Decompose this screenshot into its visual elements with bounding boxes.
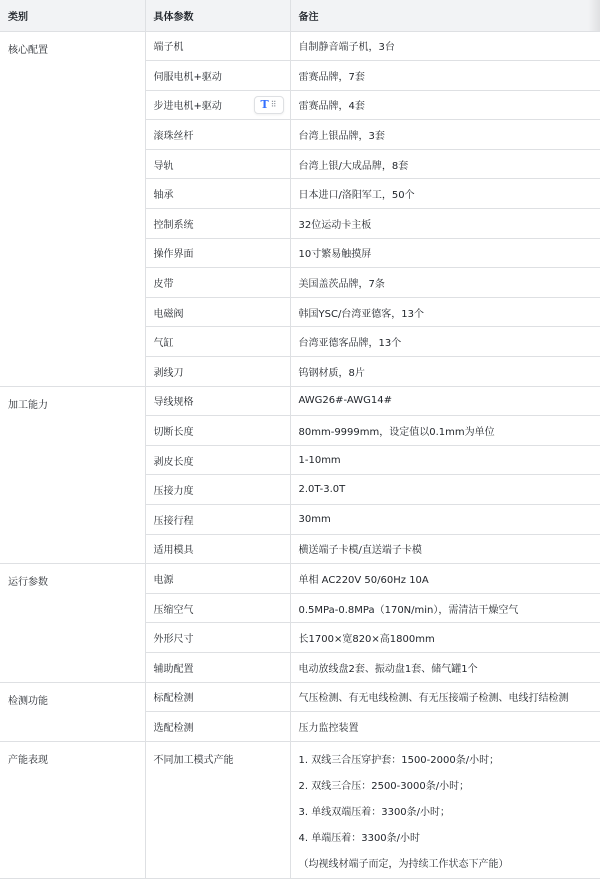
table-row [0,31,600,61]
note-cell[interactable]: 80mm-9999mm，设定值以0.1mm为单位 [290,416,600,446]
capacity-line: 2. 双线三合压：2500-3000条/小时； [299,774,600,800]
note-cell[interactable]: 横送端子卡模/直送端子卡模 [290,534,600,564]
param-cell[interactable]: 标配检测 [145,682,290,712]
note-cell[interactable]: 32位运动卡主板 [290,209,600,239]
capacity-line: 1. 双线三合压穿护套：1500-2000条/小时； [299,748,600,774]
header-category[interactable]: 类别 [0,0,145,31]
param-cell[interactable]: 伺服电机+驱动 [145,61,290,91]
param-cell[interactable]: 切断长度 [145,416,290,446]
category-cell[interactable]: 运行参数 [0,564,145,682]
note-cell[interactable]: 台湾上银/大成品牌，8套 [290,149,600,179]
param-cell[interactable]: 气缸 [145,327,290,357]
header-note[interactable]: 备注 [290,0,600,31]
category-cell[interactable]: 产能表现 [0,741,145,878]
capacity-line: 4. 单端压着：3300条/小时 [299,826,600,852]
note-cell[interactable]: 2.0T-3.0T [290,475,600,505]
param-cell[interactable]: 导线规格 [145,386,290,416]
param-cell[interactable]: 不同加工模式产能 [145,741,290,878]
capacity-note: （均视线材端子而定，为持续工作状态下产能） [299,852,600,878]
param-cell[interactable]: 导轨 [145,149,290,179]
note-cell[interactable]: 10寸繁易触摸屏 [290,238,600,268]
param-cell[interactable]: 控制系统 [145,209,290,239]
param-cell[interactable]: 电磁阀 [145,297,290,327]
cell-format-toolbar[interactable] [254,96,284,114]
note-cell[interactable]: 长1700×宽820×高1800mm [290,623,600,653]
param-cell-selected[interactable] [145,90,290,120]
param-cell[interactable]: 皮带 [145,268,290,298]
note-cell[interactable]: 压力监控装置 [290,712,600,742]
param-cell[interactable]: 剥线刀 [145,357,290,387]
note-cell[interactable]: AWG26#-AWG14# [290,386,600,416]
param-cell[interactable]: 压接力度 [145,475,290,505]
table-row [0,564,600,594]
param-cell[interactable]: 压接行程 [145,505,290,535]
param-cell-text: 步进电机+驱动 [154,101,222,112]
param-cell[interactable]: 外形尺寸 [145,623,290,653]
note-cell[interactable]: 自制静音端子机，3台 [290,31,600,61]
param-cell[interactable]: 剥皮长度 [145,445,290,475]
note-cell[interactable]: 电动放线盘2套、振动盘1套、储气罐1个 [290,652,600,682]
param-cell[interactable]: 选配检测 [145,712,290,742]
note-cell[interactable]: 韩国YSC/台湾亚德客，13个 [290,297,600,327]
param-cell[interactable]: 电源 [145,564,290,594]
note-cell[interactable]: 钨钢材质，8片 [290,357,600,387]
header-row [0,0,600,31]
table-row [0,386,600,416]
table-row [0,741,600,878]
capacity-line: 3. 单线双端压着：3300条/小时； [299,800,600,826]
note-cell[interactable]: 30mm [290,505,600,535]
note-cell[interactable]: 雷赛品牌，7套 [290,61,600,91]
note-cell[interactable]: 日本进口/洛阳军工，50个 [290,179,600,209]
note-cell[interactable]: 台湾上银品牌，3套 [290,120,600,150]
note-cell[interactable]: 单相 AC220V 50/60Hz 10A [290,564,600,594]
param-cell[interactable]: 压缩空气 [145,593,290,623]
table-row [0,682,600,712]
param-cell[interactable]: 操作界面 [145,238,290,268]
note-cell[interactable]: 台湾亚德客品牌，13个 [290,327,600,357]
note-cell[interactable]: 雷赛品牌，4套 [290,90,600,120]
category-cell[interactable]: 加工能力 [0,386,145,564]
drag-handle-icon[interactable]: ⠿ [271,100,277,109]
category-cell[interactable]: 核心配置 [0,31,145,386]
param-cell[interactable]: 辅助配置 [145,652,290,682]
note-cell[interactable]: 美国盖茨品牌，7条 [290,268,600,298]
text-format-icon[interactable]: T [260,98,268,111]
category-cell[interactable]: 检测功能 [0,682,145,741]
table-header [0,0,600,31]
param-cell[interactable]: 滚珠丝杆 [145,120,290,150]
param-cell[interactable]: 适用模具 [145,534,290,564]
param-cell[interactable]: 轴承 [145,179,290,209]
note-cell[interactable]: 气压检测、有无电线检测、有无压接端子检测、电线打结检测 [290,682,600,712]
note-cell[interactable]: 0.5MPa-0.8MPa（170N/min），需清洁干燥空气 [290,593,600,623]
header-param[interactable]: 具体参数 [145,0,290,31]
note-cell[interactable]: 1-10mm [290,445,600,475]
param-cell[interactable]: 端子机 [145,31,290,61]
note-cell-multiline[interactable] [290,741,600,878]
scroll-shadow [588,0,600,31]
